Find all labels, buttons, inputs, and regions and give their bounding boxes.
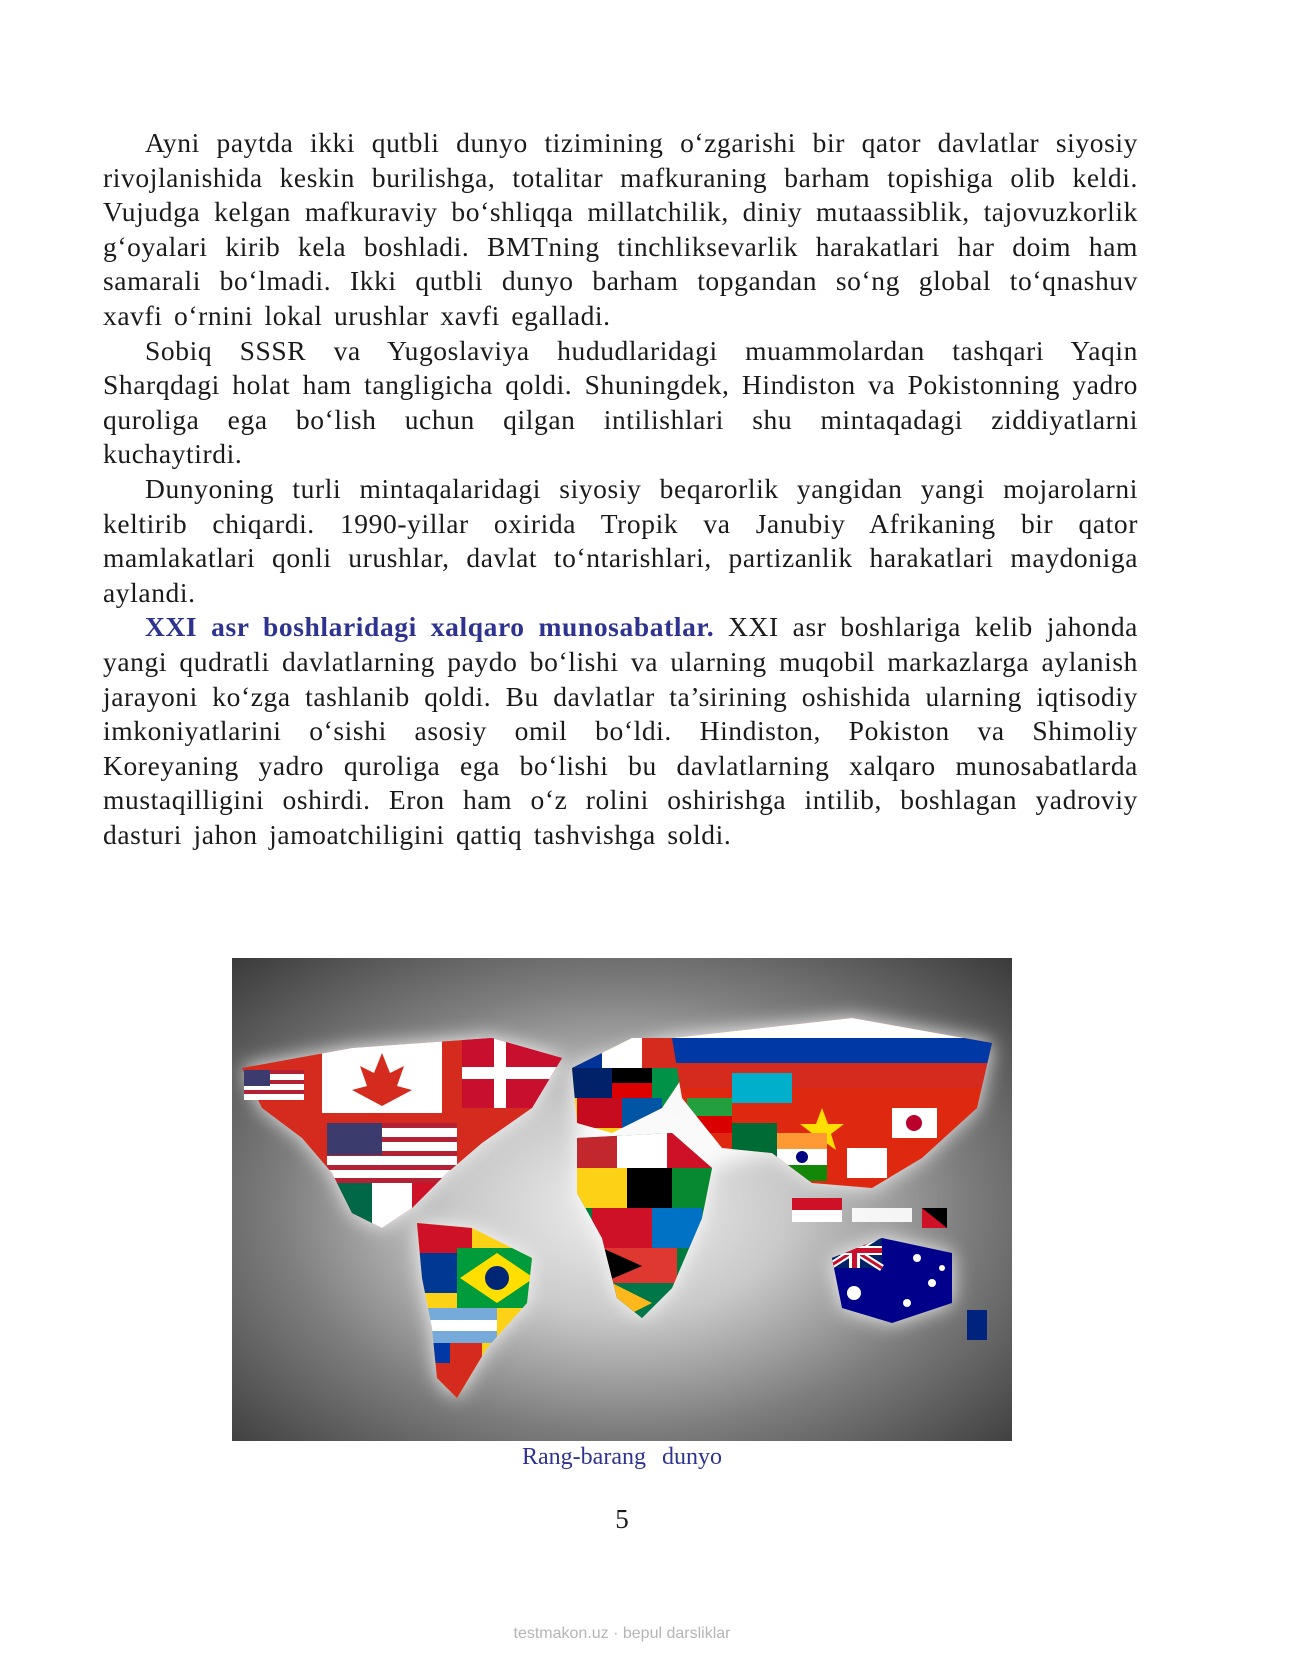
alaska-flag	[244, 1070, 304, 1100]
world-map-illustration	[232, 958, 1012, 1441]
world-flags-map-image	[232, 958, 1012, 1441]
paragraph: Ayni paytda ikki qutbli dunyo tizimining o‘zgarishi bir qator davlatlar siyosiy rivojlanishida keskin burilishga, totalitar mafkuraning barham topishiga olib keldi. Vujudga kelgan mafkuraviy bo‘shliqqa millatchilik, diniy mutaassiblik, tajovuzkorlik g‘oyalari kirib kela boshladi. BMTning tinchliksevarlik harakatlari har doim ham samarali bo‘lmadi. Ikki qutbli dunyo barham topgandan so‘ng global to‘qnashuv xavfi o‘rnini lokal urushlar xavfi egalladi.	[103, 127, 1138, 331]
figure-caption: Rang-barang dunyo	[522, 1444, 722, 1470]
north-america-flags	[232, 1038, 572, 1243]
new-zealand-flag	[967, 1310, 987, 1340]
page-number: 5	[615, 1504, 629, 1534]
watermark: testmakon.uz · bepul darsliklar	[513, 1625, 731, 1642]
south-america-flags	[412, 1218, 542, 1408]
section-heading: XXI asr boshlaridagi xalqaro munosabatlar.	[145, 611, 715, 643]
body-text	[103, 126, 1138, 852]
australia-flag	[827, 1233, 957, 1328]
africa-flags	[572, 1128, 722, 1328]
southeast-asia-flags	[792, 1198, 947, 1228]
paragraph: Dunyoning turli mintaqalaridagi siyosiy beqarorlik yangidan yangi mojarolarni keltirib chiqardi. 1990-yillar oxirida Tropik va Janubiy Afrikaning bir qator mamlakatlari qonli urushlar, davlat to‘ntarishlari, partizanlik harakatlari maydoniga aylandi.	[103, 472, 1138, 608]
paragraph-text: XXI asr boshlariga kelib jahonda yangi qudratli davlatlarning paydo bo‘lishi va ularning muqobil markazlarga aylanish jarayoni ko‘zga tashlanib qoldi. Bu davlatlar ta’sirining oshishida ularning iqtisodiy imkoniyatlarini o‘sishi asosiy omil bo‘ldi. Hindiston, Pokiston va Shimoliy Koreyaning yadro quroliga ega bo‘lishi bu davlatlarning xalqaro munosabatlarda mustaqilligini oshirdi. Eron ham o‘z rolini oshirishga intilib, boshlagan yadroviy dasturi jahon jamoatchiligini qattiq tashvishga soldi.	[103, 611, 1138, 850]
paragraph: Sobiq SSSR va Yugoslaviya hududlaridagi muammolardan tashqari Yaqin Sharqdagi holat ham tangligicha qoldi. Shuningdek, Hindiston va Pokistonning yadro quroliga ega bo‘lish uchun qilgan intilishlari shu mintaqadagi ziddiyatlarni kuchaytirdi.	[103, 334, 1138, 470]
paragraph	[103, 610, 1138, 852]
